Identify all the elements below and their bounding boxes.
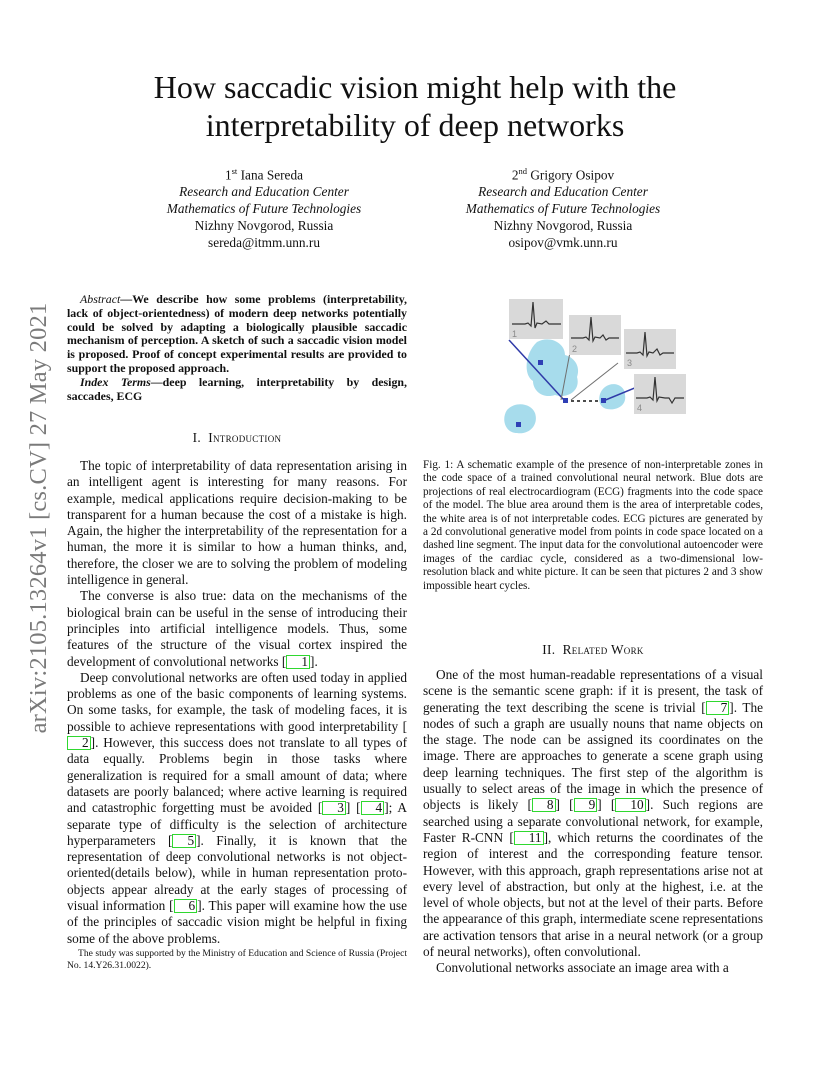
related-work-body (423, 667, 763, 977)
author-name: 2nd Grigory Osipov (511, 166, 615, 183)
paragraph: Convolutional networks associate an image area with a (436, 960, 729, 976)
citation-link[interactable]: 10 (615, 798, 645, 812)
author-affiliation: Research and Education Center (478, 184, 648, 200)
svg-text:4: 4 (637, 403, 643, 413)
citation-link[interactable]: 4 (361, 801, 385, 815)
figure-1 (495, 295, 695, 450)
author-location: Nizhny Novgorod, Russia (194, 218, 334, 234)
code-space-diagram (495, 295, 695, 450)
author-email: osipov@vmk.unn.ru (508, 235, 618, 251)
author-block-1 (134, 163, 394, 251)
code-point-dot (538, 360, 543, 365)
citation-link[interactable]: 9 (574, 798, 598, 812)
author-name: 1st Iana Sereda (224, 166, 304, 183)
code-point-dot (563, 398, 568, 403)
author-location: Nizhny Novgorod, Russia (493, 218, 633, 234)
code-point-dot (516, 422, 521, 427)
ecg-panel-1 (509, 299, 563, 339)
arxiv-stamp: arXiv:2105.13264v1 [cs.CV] 27 May 2021 (25, 302, 52, 734)
author-affiliation: Research and Education Center (179, 184, 349, 200)
introduction-body (67, 458, 407, 947)
svg-text:1: 1 (512, 329, 518, 339)
citation-link[interactable]: 8 (532, 798, 556, 812)
author-affiliation: Mathematics of Future Technologies (166, 201, 362, 217)
code-point-dot (601, 398, 606, 403)
section-heading-related-work: II. Related Work (542, 642, 644, 657)
paper-title: How saccadic vision might help with the interpretability of deep networks (153, 69, 677, 143)
citation-link[interactable]: 3 (322, 801, 346, 815)
author-email: sereda@itmm.unn.ru (208, 235, 320, 251)
footnote: The study was supported by the Ministry of Education and Science of Russia (Project No. 14.Y26.31.0022). (67, 948, 407, 971)
svg-text:3: 3 (627, 358, 633, 368)
citation-link[interactable]: 1 (286, 655, 310, 669)
paragraph: The topic of interpretability of data representation arising in an intelligent agent is interesting for many reasons. For example, medical applications require decision-making to be transparent for a human because the cost of a mistake is high. Again, the higher the interpretability of the representation for a human, the more it is similar to how a human thinks, and, therefore, the closer we are to solving the problem of modeling intelligence in general. (67, 458, 407, 588)
abstract: Abstract—We describe how some problems (interpretability, lack of object-orientedness) of modern deep networks potentially could be solved by adapting a biologically plausible saccadic mechanism of perception. A sketch of such a saccadic vision model is proposed. Proof of concept experimental results are provided to support the proposed approach. Index Terms—deep learning, interpretability by design, saccades, ECG (67, 292, 407, 403)
svg-text:2: 2 (572, 344, 578, 354)
author-block-2 (433, 163, 693, 251)
paragraph: One of the most human-readable representations of a visual scene is the semantic scene graph: if it is present, the task of generating the text describing the scene is trivial [ 7 ]. The nodes of such a graph are usually nouns that name objects on the stage. The node can be assigned its coordinates on the image. There are approaches to generate a scene graph using deep learning techniques. The first step of the algorithm is usually to select areas of the image in which the presence of objects is likely [ 8 ] [ 9 ] [ 10 ]. Such regions are searched using a separate convolutional network, for example, Faster R-CNN [ 11 ], which returns the coordinates of the region of interest and the corresponding feature tensor. However, with this approach, graph representations arise not at every level of abstraction, but only at the highest, i.e. at the level of whole objects, but not at the level of their parts. Before the appearance of this graph, intermediate scene representations are activation tensors that arise in a neural network (or a group of neural networks), often convolutional. (423, 667, 763, 960)
figure-1-caption: Fig. 1: A schematic example of the presence of non-interpretable zones in the code space of a trained convolutional neural network. Blue dots are projections of real electrocardiogram (ECG) fragments into the code space of the model. The blue area around them is the area of interpretable codes, the white area is of not interpretable codes. ECG pictures are generated by a 2d convolutional generative model from points in code space located on a dashed line segment. The input data for the convolutional autoencoder were images of the cardiac cycle, considered as a two-dimensional low-resolution black and white picture. It can be seen that pictures 2 and 3 show impossible heart cycles. (423, 459, 763, 592)
paragraph: The converse is also true: data on the mechanisms of the biological brain can be useful in the sense of introducing their principles into artificial intelligence models. Thus, some features of the structure of the visual cortex inspired the development of convolutional networks [ 1 ]. (67, 588, 407, 669)
citation-link[interactable]: 7 (706, 701, 730, 715)
citation-link[interactable]: 11 (514, 831, 544, 845)
citation-link[interactable]: 6 (174, 899, 198, 913)
section-heading-introduction: I. Introduction (192, 430, 282, 445)
author-affiliation: Mathematics of Future Technologies (465, 201, 661, 217)
citation-link[interactable]: 2 (67, 736, 91, 750)
paragraph: Deep convolutional networks are often used today in applied problems as one of the basic components of learning systems. On some tasks, for example, the task of modeling faces, it is possible to achieve representations with good interpretability [2 ]. However, this success does not translate to all types of data equally. Problems begin in those tasks where generalization is required for a small amount of data; where datasets are poorly balanced; where active learning is required and catastrophic forgetting must be avoided [ 3 ] [ 4 ]; A separate type of difficulty is the selection of architecture hyperparameters [ 5 ]. Finally, it is known that the representation of deep convolutional networks is not object-oriented(details below), while in human representation proto-objects appear already at the early stages of processing of visual information [ 6 ]. This paper will examine how the use of the principles of saccadic vision might be helpful in fixing some of the above problems. (67, 669, 407, 946)
citation-link[interactable]: 5 (172, 834, 196, 848)
